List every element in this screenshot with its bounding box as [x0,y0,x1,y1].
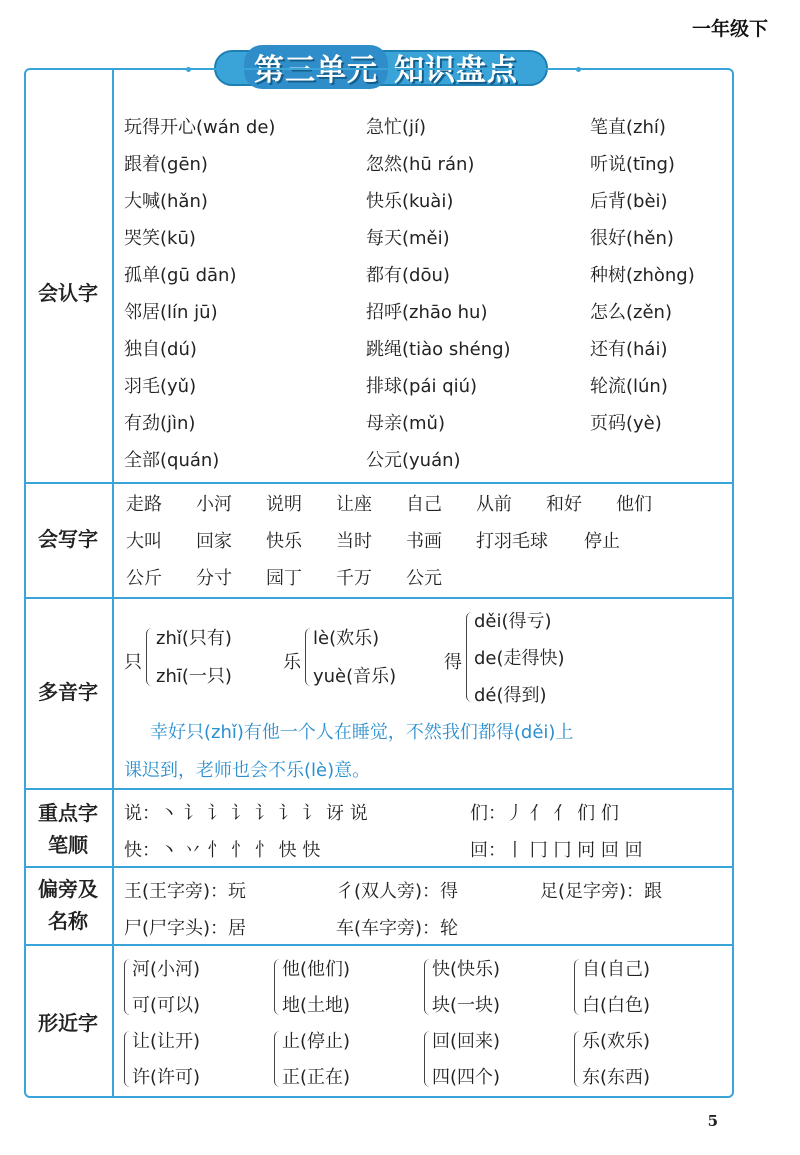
recognize-word: 笔直(zhí) [590,117,666,138]
recognize-word: 邻居(lín jū) [124,302,218,323]
write-word: 走路 [126,494,162,515]
poly-zhi-reading: zhǐ(只有) [156,628,232,649]
write-word: 从前 [476,494,512,515]
section-label-polyphone: 多音字 [38,680,98,704]
recognize-word: 排球(pái qiú) [366,376,478,397]
write-word: 公元 [406,568,442,589]
poly-le-reading: yuè(音乐) [313,666,397,687]
similar-char: 可(可以) [132,995,201,1016]
brace [466,612,473,702]
section-label-write: 会写字 [38,527,98,551]
poly-zhi-reading: zhī(一只) [156,666,232,687]
recognize-word: 母亲(mǔ) [366,413,445,434]
similar-char: 让(让开) [132,1031,201,1052]
recognize-word: 大喊(hǎn) [124,191,208,212]
recognize-word: 每天(měi) [366,228,450,249]
stroke-order-men: 们：丿 亻 亻 们 们 [470,803,619,824]
radical-item: 车(车字旁)：轮 [336,918,459,939]
grade-label: 一年级下 [691,18,768,40]
recognize-word: 孤单(gū dān) [124,265,237,286]
recognize-word: 哭笑(kū) [124,228,196,249]
section-label-stroke-2: 笔顺 [48,833,88,857]
recognize-word: 公元(yuán) [366,450,461,471]
recognize-word: 跳绳(tiào shéng) [366,339,511,360]
section-label-radical-2: 名称 [48,909,88,933]
write-word: 让座 [336,494,372,515]
similar-char: 地(土地) [282,995,351,1016]
write-word: 回家 [196,531,232,552]
write-word: 分寸 [196,568,232,589]
brace [574,959,581,1015]
section-label-similar: 形近字 [38,1011,98,1035]
similar-char: 快(快乐) [432,959,501,980]
radical-item: 彳(双人旁)：得 [336,881,459,902]
recognize-word: 还有(hái) [590,339,668,360]
row-divider [24,597,734,599]
write-word: 打羽毛球 [476,531,548,552]
poly-de-reading: děi(得亏) [474,611,552,632]
poly-de-char: 得 [444,652,462,673]
write-word: 大叫 [126,531,162,552]
similar-char: 他(他们) [282,959,351,980]
poly-le-reading: lè(欢乐) [313,628,380,649]
stroke-order-hui: 回：丨 冂 冂 冋 回 回 [470,840,643,861]
write-word: 园丁 [266,568,302,589]
brace [424,959,431,1015]
poly-de-reading: dé(得到) [474,685,547,706]
brace [574,1031,581,1087]
similar-char: 正(正在) [282,1067,351,1088]
brace [274,959,281,1015]
row-divider [24,788,734,790]
write-word: 和好 [546,494,582,515]
write-word: 快乐 [266,531,302,552]
similar-char: 块(一块) [432,995,501,1016]
brace [424,1031,431,1087]
write-word: 说明 [266,494,302,515]
poly-de-reading: de(走得快) [474,648,565,669]
recognize-word: 快乐(kuài) [366,191,454,212]
recognize-word: 忽然(hū rán) [366,154,475,175]
brace [146,628,153,686]
stroke-order-kuai: 快：丶 丷 忄 忄 忄 快 快 [124,840,321,861]
recognize-word: 有劲(jìn) [124,413,196,434]
write-word: 书画 [406,531,442,552]
recognize-word: 都有(dōu) [366,265,450,286]
similar-char: 乐(欢乐) [582,1031,651,1052]
write-word: 停止 [584,531,620,552]
recognize-word: 很好(hěn) [590,228,674,249]
recognize-word: 独自(dú) [124,339,197,360]
similar-char: 白(白色) [582,995,651,1016]
unit-name: 第三单元 [244,45,388,89]
radical-item: 王(王字旁)：玩 [124,881,247,902]
recognize-word: 急忙(jí) [366,117,427,138]
similar-char: 自(自己) [582,959,651,980]
unit-topic: 知识盘点 [394,53,518,88]
recognize-word: 玩得开心(wán de) [124,117,276,138]
write-word: 自己 [406,494,442,515]
stroke-order-shuo: 说：丶 讠 讠 讠 讠 讠 讠 讶 说 [124,803,368,824]
recognize-word: 招呼(zhāo hu) [366,302,488,323]
brace [274,1031,281,1087]
similar-char: 回(回来) [432,1031,501,1052]
row-divider [24,866,734,868]
similar-char: 河(小河) [132,959,201,980]
brace [124,1031,131,1087]
write-word: 当时 [336,531,372,552]
section-label-recognize: 会认字 [38,281,98,305]
brace [305,628,312,686]
similar-char: 四(四个) [432,1067,501,1088]
page-number: 5 [707,1112,718,1130]
poly-zhi-char: 只 [124,652,142,673]
recognize-word: 怎么(zěn) [590,302,672,323]
recognize-word: 听说(tīng) [590,154,675,175]
similar-char: 东(东西) [582,1067,651,1088]
example-sentence: 幸好只(zhǐ)有他一个人在睡觉，不然我们都得(děi)上 [150,722,574,743]
example-sentence: 课迟到，老师也会不乐(lè)意。 [124,760,371,781]
write-word: 千万 [336,568,372,589]
similar-char: 止(停止) [282,1031,351,1052]
brace [124,959,131,1015]
write-word: 小河 [196,494,232,515]
recognize-word: 页码(yè) [590,413,662,434]
recognize-word: 后背(bèi) [590,191,668,212]
write-word: 他们 [616,494,652,515]
poly-le-char: 乐 [283,652,301,673]
radical-item: 尸(尸字头)：居 [124,918,247,939]
recognize-word: 全部(quán) [124,450,220,471]
recognize-word: 羽毛(yǔ) [124,376,197,397]
radical-item: 足(足字旁)：跟 [540,881,663,902]
row-divider [24,944,734,946]
section-label-stroke: 重点字 [38,801,98,825]
recognize-word: 轮流(lún) [590,376,668,397]
recognize-word: 种树(zhòng) [590,265,695,286]
recognize-word: 跟着(gēn) [124,154,208,175]
row-divider [24,482,734,484]
write-word: 公斤 [126,568,162,589]
section-label-radical: 偏旁及 [38,877,98,901]
similar-char: 许(许可) [132,1067,201,1088]
